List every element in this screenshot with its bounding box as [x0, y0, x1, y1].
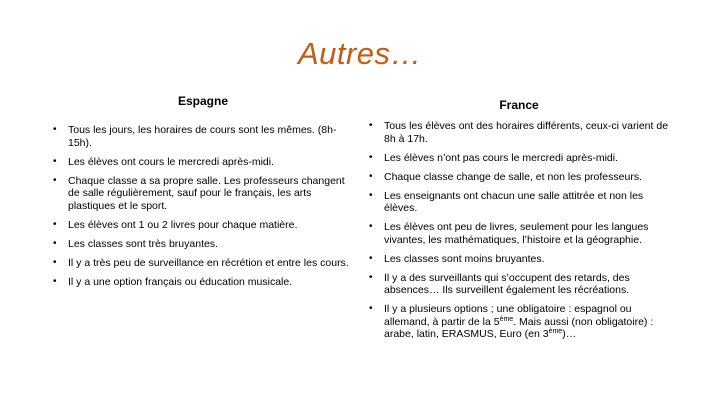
list-item-text: Les élèves ont peu de livres, seulement pour les langues vivantes, les mathématiques, l’histoire et la géographie. — [384, 221, 649, 246]
bullet-icon: • — [53, 124, 57, 135]
list-item-text: Les élèves n’ont pas cours le mercredi après-midi. — [384, 151, 619, 164]
list-item — [53, 175, 353, 213]
france-column — [369, 97, 669, 347]
bullet-icon: • — [369, 170, 373, 182]
list-item-text: Les classes sont très bruyantes. — [68, 237, 218, 250]
list-item — [369, 120, 669, 145]
bullet-icon: • — [369, 189, 373, 201]
bullet-icon: • — [369, 303, 373, 314]
list-item — [53, 257, 353, 270]
list-item-text: Tous les jours, les horaires de cours sont les mêmes. (8h-15h). — [68, 124, 337, 149]
options-list-item — [369, 303, 669, 341]
bullet-icon: • — [369, 252, 373, 264]
superscript-eme: ème — [548, 328, 563, 335]
list-item — [53, 276, 353, 289]
france-heading: France — [499, 98, 539, 112]
bullet-icon: • — [53, 174, 57, 186]
bullet-icon: • — [53, 275, 57, 287]
list-item-text: Les enseignants ont chacun une salle attitrée et non les élèves. — [384, 189, 644, 214]
spain-heading: Espagne — [177, 94, 228, 108]
list-item-text: Tous les élèves ont des horaires différents, ceux-ci varient de 8h à 17h. — [384, 120, 669, 145]
bullet-icon: • — [369, 120, 373, 131]
bullet-icon: • — [53, 256, 57, 268]
bullet-icon: • — [53, 237, 57, 249]
list-item-text: Les élèves ont cours le mercredi après-midi. — [68, 155, 275, 168]
list-item — [369, 190, 669, 215]
list-item-text: Chaque classe a sa propre salle. Les professeurs changent de salle régulièrement, sauf pour le français, les arts plastiques et le sport. — [68, 174, 345, 212]
spain-column — [53, 93, 353, 295]
bullet-icon: • — [369, 151, 373, 163]
list-item-text: Les élèves ont 1 ou 2 livres pour chaque matière. — [68, 218, 298, 231]
options-text: Il y a plusieurs options ; une obligatoire : espagnol ou allemand, à partir de la 5ème. Mais aussi (non obligatoire) : arabe, latin, ERASMUS, Euro (en 3ème)… — [384, 303, 654, 340]
bullet-icon: • — [53, 218, 57, 230]
list-item-text: Il y a des surveillants qui s’occupent des retards, des absences… Ils surveillent également les récréations. — [384, 271, 630, 296]
list-item — [53, 219, 353, 232]
list-item — [53, 238, 353, 251]
france-list — [369, 120, 669, 341]
list-item — [369, 221, 669, 246]
bullet-icon: • — [53, 155, 57, 167]
list-item — [369, 253, 669, 266]
list-item-text: Chaque classe change de salle, et non les professeurs. — [384, 170, 642, 183]
spain-list — [53, 124, 353, 288]
list-item-text: Il y a très peu de surveillance en récrétion et entre les cours. — [68, 256, 349, 269]
list-item — [369, 272, 669, 297]
list-item-text: Les classes sont moins bruyantes. — [384, 252, 545, 265]
list-item — [369, 152, 669, 165]
bullet-icon: • — [369, 271, 373, 283]
list-item-text: Il y a une option français ou éducation musicale. — [68, 275, 293, 288]
list-item — [53, 124, 353, 149]
slide-title: Autres… — [297, 36, 423, 71]
list-item — [53, 156, 353, 169]
superscript-eme: ème — [499, 315, 514, 323]
list-item — [369, 171, 669, 184]
bullet-icon: • — [369, 221, 373, 232]
